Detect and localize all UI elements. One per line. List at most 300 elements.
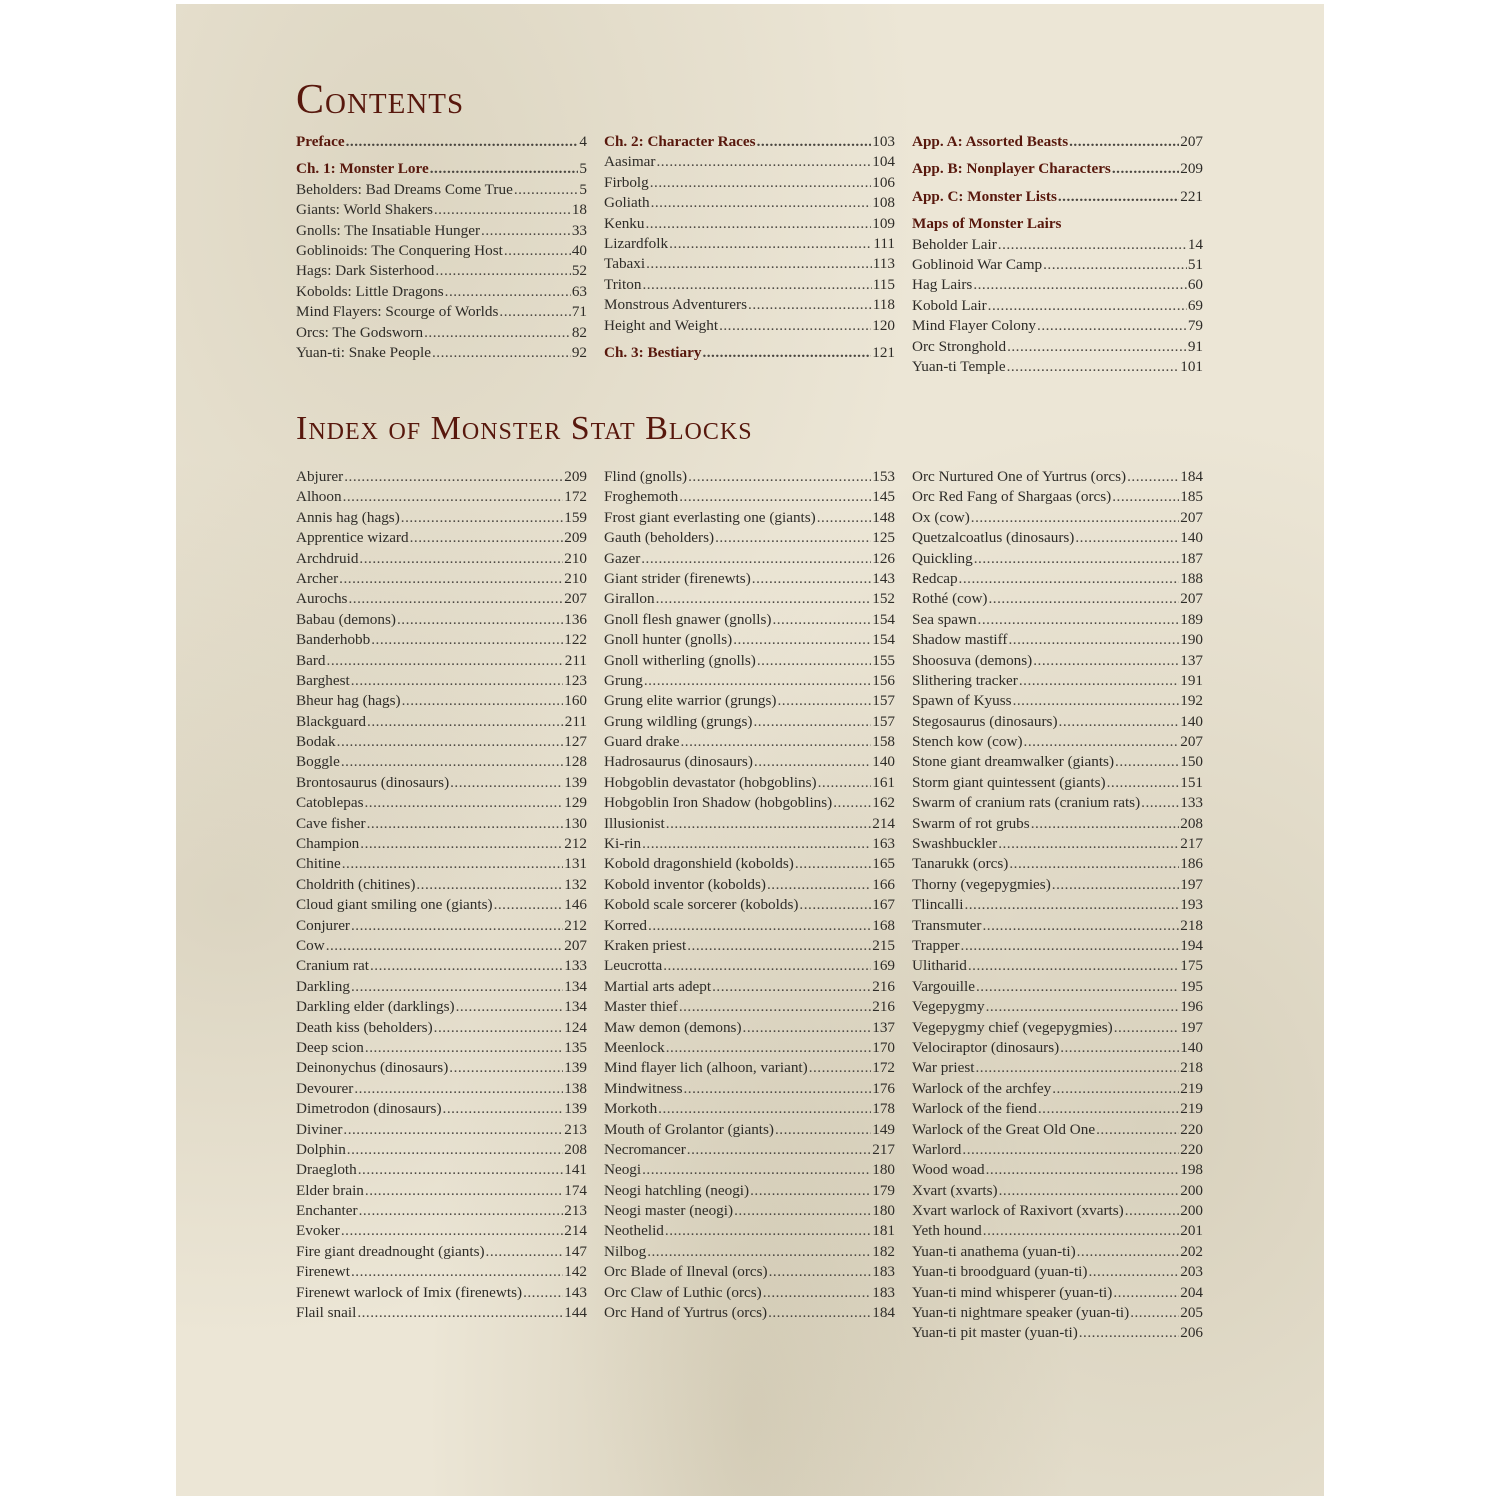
entry-title: Velociraptor (dinosaurs) <box>912 1038 1060 1056</box>
entry-title: Alhoon <box>296 488 342 506</box>
entry-title: Goblinoids: The Conquering Host <box>296 241 503 259</box>
page-number: 120 <box>872 316 895 334</box>
dot-leader <box>432 343 571 363</box>
dot-leader <box>642 275 871 295</box>
dot-leader <box>523 1283 563 1303</box>
entry-title: Blackguard <box>296 712 367 730</box>
index-entry <box>604 1099 895 1119</box>
page-number: 63 <box>571 282 587 300</box>
dot-leader <box>669 234 872 254</box>
page-number: 200 <box>1180 1181 1203 1199</box>
entry-title: App. B: Nonplayer Characters <box>912 160 1111 178</box>
entry-title: Yeth hound <box>912 1222 982 1240</box>
dot-leader <box>343 1120 563 1140</box>
page-number: 198 <box>1180 1161 1203 1179</box>
entry-title: Firenewt warlock of Imix (firenewts) <box>296 1283 523 1301</box>
index-entry <box>912 589 1203 609</box>
dot-leader <box>445 282 571 302</box>
dot-leader <box>424 323 571 343</box>
index-entry <box>604 977 895 997</box>
page-number: 190 <box>1180 631 1203 649</box>
index-entry <box>604 1181 895 1201</box>
page-number: 144 <box>564 1304 587 1322</box>
entry-title: Yuan-ti mind whisperer (yuan-ti) <box>912 1283 1113 1301</box>
entry-title: Swarm of rot grubs <box>912 814 1030 832</box>
dot-leader <box>351 977 563 997</box>
page-number: 145 <box>872 488 895 506</box>
dot-leader <box>351 1262 563 1282</box>
page-number: 188 <box>1180 569 1203 587</box>
index-entry <box>604 712 895 732</box>
page-number: 91 <box>1187 337 1203 355</box>
dot-leader <box>347 1140 563 1160</box>
dot-leader <box>642 1160 871 1180</box>
index-entry <box>912 956 1203 976</box>
dot-leader <box>964 895 1179 915</box>
index-entry <box>912 752 1203 772</box>
dot-leader <box>768 1303 871 1323</box>
entry-title: Cloud giant smiling one (giants) <box>296 896 493 914</box>
dot-leader <box>986 997 1180 1017</box>
page-number: 129 <box>564 794 587 812</box>
dot-leader <box>650 173 871 193</box>
entry-title: Swarm of cranium rats (cranium rats) <box>912 794 1141 812</box>
page-number: 214 <box>564 1222 587 1240</box>
index-entry <box>296 569 587 589</box>
dot-leader <box>772 610 871 630</box>
index-entry <box>604 630 895 650</box>
entry-title: Xvart warlock of Raxivort (xvarts) <box>912 1202 1124 1220</box>
dot-leader <box>688 467 871 487</box>
dot-leader <box>402 691 564 711</box>
entry-title: Goliath <box>604 194 650 212</box>
dot-leader <box>410 528 564 548</box>
entry-title: Swashbuckler <box>912 835 998 853</box>
dot-leader <box>778 691 872 711</box>
index-entry <box>912 1058 1203 1078</box>
dot-leader <box>1033 651 1179 671</box>
dot-leader <box>648 916 871 936</box>
page-number: 218 <box>1180 1059 1203 1077</box>
index-entry <box>604 1303 895 1323</box>
page-number: 182 <box>872 1242 895 1260</box>
page-number: 138 <box>564 1079 587 1097</box>
index-entry <box>912 1201 1203 1221</box>
dot-leader <box>665 1221 871 1241</box>
dot-leader <box>646 214 872 234</box>
entry-title: Frost giant everlasting one (giants) <box>604 508 816 526</box>
entry-title: Korred <box>604 916 648 934</box>
dot-leader <box>976 977 1179 997</box>
index-entry <box>912 549 1203 569</box>
entry-title: Fire giant dreadnought (giants) <box>296 1242 485 1260</box>
dot-leader <box>683 1079 871 1099</box>
index-entry <box>912 1181 1203 1201</box>
index-entry <box>912 569 1203 589</box>
dot-leader <box>1031 814 1180 834</box>
dot-leader <box>769 1262 872 1282</box>
page-number: 196 <box>1180 998 1203 1016</box>
entry-title: Firenewt <box>296 1263 350 1281</box>
entry-title: Ulitharid <box>912 957 967 975</box>
page-number: 186 <box>1180 855 1203 873</box>
dot-leader <box>341 1221 563 1241</box>
entry-title: Orc Blade of Ilneval (orcs) <box>604 1263 768 1281</box>
dot-leader <box>339 569 563 589</box>
entry-title: Choldrith (chitines) <box>296 875 416 893</box>
page-number: 131 <box>564 855 587 873</box>
toc-entry <box>912 159 1203 179</box>
page-number: 219 <box>1180 1100 1203 1118</box>
dot-leader <box>1008 630 1179 650</box>
dot-leader <box>973 275 1187 295</box>
dot-leader <box>1113 1283 1179 1303</box>
index-entry <box>912 508 1203 528</box>
index-entry <box>604 916 895 936</box>
entry-title: Warlock of the fiend <box>912 1100 1037 1118</box>
entry-title: Height and Weight <box>604 316 719 334</box>
page-number: 205 <box>1180 1304 1203 1322</box>
page-number: 168 <box>872 916 895 934</box>
page-number: 167 <box>872 896 895 914</box>
dot-leader <box>360 834 563 854</box>
index-entry <box>296 1242 587 1262</box>
page-number: 217 <box>872 1140 895 1158</box>
dot-leader <box>443 1099 564 1119</box>
dot-leader <box>754 712 872 732</box>
page-number: 140 <box>1180 1038 1203 1056</box>
dot-leader <box>351 916 563 936</box>
dot-leader <box>351 671 564 691</box>
entry-title: Annis hag (hags) <box>296 508 400 526</box>
page-number: 4 <box>579 133 587 150</box>
entry-title: Neogi hatchling (neogi) <box>604 1181 750 1199</box>
toc-entry <box>296 302 587 322</box>
entry-title: Gnoll witherling (gnolls) <box>604 651 756 669</box>
index-entry <box>604 854 895 874</box>
toc-entry <box>912 275 1203 295</box>
page-number: 221 <box>1180 187 1203 205</box>
page-number: 130 <box>564 814 587 832</box>
entry-title: Beholders: Bad Dreams Come True <box>296 180 513 198</box>
dot-leader <box>367 712 564 732</box>
entry-title: Yuan-ti anathema (yuan-ti) <box>912 1242 1076 1260</box>
entry-title: Monstrous Adventurers <box>604 296 748 314</box>
page-number: 127 <box>564 733 587 751</box>
page-number: 194 <box>1180 936 1203 954</box>
entry-title: Quetzalcoatlus (dinosaurs) <box>912 529 1075 547</box>
index-entry <box>296 712 587 732</box>
dot-leader <box>365 1181 563 1201</box>
entry-title: Neothelid <box>604 1222 664 1240</box>
dot-leader <box>989 589 1180 609</box>
entry-title: Trapper <box>912 936 960 954</box>
dot-leader <box>733 630 871 650</box>
page-number: 207 <box>1180 133 1203 150</box>
index-entry <box>604 732 895 752</box>
index-entry <box>604 508 895 528</box>
entry-title: Archer <box>296 569 339 587</box>
entry-title: Dolphin <box>296 1140 346 1158</box>
entry-title: Hadrosaurus (dinosaurs) <box>604 753 753 771</box>
entry-title: Vegepygmy chief (vegepygmies) <box>912 1018 1113 1036</box>
dot-leader <box>344 467 563 487</box>
dot-leader <box>983 1221 1179 1241</box>
index-entry <box>604 1079 895 1099</box>
index-entry <box>604 691 895 711</box>
page-number: 207 <box>1180 590 1203 608</box>
dot-leader <box>367 814 564 834</box>
index-entry <box>912 1303 1203 1323</box>
entry-title: Morkoth <box>604 1100 658 1118</box>
index-entry <box>912 997 1203 1017</box>
entry-title: Preface <box>296 133 345 150</box>
entry-title: Chitine <box>296 855 341 873</box>
page-number: 79 <box>1187 317 1203 335</box>
page-number: 181 <box>872 1222 895 1240</box>
dot-leader <box>1141 793 1179 813</box>
entry-title: Storm giant quintessent (giants) <box>912 773 1106 791</box>
entry-title: Kobold Lair <box>912 296 987 314</box>
index-entry <box>912 651 1203 671</box>
entry-title: Kraken priest <box>604 936 687 954</box>
page-number: 5 <box>579 180 587 198</box>
page-number: 134 <box>564 977 587 995</box>
index-entry <box>912 1099 1203 1119</box>
dot-leader <box>1096 1120 1179 1140</box>
index-entry <box>912 1120 1203 1140</box>
entry-title: Flail snail <box>296 1304 357 1322</box>
index-entry <box>296 487 587 507</box>
page-number: 179 <box>872 1181 895 1199</box>
index-entry <box>912 1221 1203 1241</box>
entry-title: Redcap <box>912 569 958 587</box>
index-entry <box>296 936 587 956</box>
toc-entry <box>296 180 587 200</box>
page-number: 204 <box>1180 1283 1203 1301</box>
page-number: 51 <box>1187 255 1203 273</box>
dot-leader <box>656 589 872 609</box>
page-number: 209 <box>1180 160 1203 178</box>
entry-title: Warlock of the Great Old One <box>912 1120 1096 1138</box>
dot-leader <box>748 295 872 315</box>
dot-leader <box>743 1018 872 1038</box>
index-entry <box>912 630 1203 650</box>
page-number: 159 <box>564 508 587 526</box>
dot-leader <box>757 651 871 671</box>
dot-leader <box>499 302 570 322</box>
entry-title: Barghest <box>296 671 350 689</box>
entry-title: Babau (demons) <box>296 610 396 628</box>
index-entry <box>296 1201 587 1221</box>
toc-entry <box>604 316 895 336</box>
entry-title: Illusionist <box>604 814 665 832</box>
dot-leader <box>750 1181 871 1201</box>
dot-leader <box>1114 1018 1179 1038</box>
index-entry <box>604 549 895 569</box>
entry-title: Thorny (vegepygmies) <box>912 875 1051 893</box>
page-number: 200 <box>1180 1202 1203 1220</box>
page-number: 206 <box>1180 1324 1203 1342</box>
entry-title: Yuan-ti Temple <box>912 357 1006 375</box>
dot-leader <box>481 221 571 241</box>
page-number: 203 <box>1180 1263 1203 1281</box>
dot-leader <box>1075 528 1179 548</box>
index-entry <box>604 671 895 691</box>
page-number: 165 <box>872 855 895 873</box>
dot-leader <box>974 549 1179 569</box>
dot-leader <box>644 671 871 691</box>
dot-leader <box>346 132 579 152</box>
dot-leader <box>986 1160 1180 1180</box>
index-entry <box>296 773 587 793</box>
entry-title: Yuan-ti pit master (yuan-ti) <box>912 1324 1078 1342</box>
dot-leader <box>666 1038 871 1058</box>
entry-title: Warlord <box>912 1140 962 1158</box>
entry-title: Shadow mastiff <box>912 631 1008 649</box>
entry-title: Spawn of Kyuss <box>912 692 1012 710</box>
entry-title: Shoosuva (demons) <box>912 651 1033 669</box>
dot-leader <box>775 1120 871 1140</box>
index-entry <box>296 1058 587 1078</box>
dot-leader <box>982 916 1179 936</box>
dot-leader <box>1127 467 1179 487</box>
dot-leader <box>401 508 563 528</box>
index-entry <box>912 1140 1203 1160</box>
index-entry <box>604 528 895 548</box>
index-entry <box>604 793 895 813</box>
page-number: 207 <box>1180 508 1203 526</box>
index-entry <box>912 610 1203 630</box>
dot-leader <box>817 508 871 528</box>
index-entry <box>912 671 1203 691</box>
dot-leader <box>1058 187 1179 207</box>
dot-leader <box>715 528 871 548</box>
page-number: 207 <box>1180 733 1203 751</box>
page-number: 217 <box>1180 835 1203 853</box>
dot-leader <box>641 549 871 569</box>
page-number: 187 <box>1180 549 1203 567</box>
index-entry <box>912 467 1203 487</box>
page-number: 106 <box>872 173 895 191</box>
page-number: 162 <box>872 794 895 812</box>
page-number: 133 <box>1180 794 1203 812</box>
toc-entry <box>604 275 895 295</box>
dot-leader <box>702 343 871 363</box>
page-number: 213 <box>564 1202 587 1220</box>
page-number: 137 <box>1180 651 1203 669</box>
index-entry <box>604 1201 895 1221</box>
dot-leader <box>341 752 563 772</box>
toc-entry <box>912 316 1203 336</box>
index-entry <box>912 691 1203 711</box>
entry-title: Yuan-ti broodguard (yuan-ti) <box>912 1263 1088 1281</box>
entry-title: Froghemoth <box>604 488 679 506</box>
page-number: 212 <box>564 916 587 934</box>
index-entry <box>604 1160 895 1180</box>
entry-title: Grung elite warrior (grungs) <box>604 692 777 710</box>
contents-heading: Contents <box>296 77 465 123</box>
entry-title: Devourer <box>296 1079 354 1097</box>
entry-title: Mindwitness <box>604 1079 683 1097</box>
page-number: 183 <box>872 1263 895 1281</box>
page-number: 103 <box>872 133 895 150</box>
page-number: 40 <box>571 241 587 259</box>
page-number: 211 <box>564 712 587 730</box>
page-number: 172 <box>872 1059 895 1077</box>
entry-title: Ox (cow) <box>912 508 970 526</box>
index-entry <box>604 1262 895 1282</box>
entry-title: Catoblepas <box>296 794 364 812</box>
entry-title: Warlock of the archfey <box>912 1079 1052 1097</box>
entry-title: Conjurer <box>296 916 350 934</box>
page-number: 125 <box>872 529 895 547</box>
dot-leader <box>449 1058 563 1078</box>
index-entry <box>912 875 1203 895</box>
dot-leader <box>712 977 871 997</box>
dot-leader <box>504 241 571 261</box>
entry-title: Neogi <box>604 1161 642 1179</box>
index-entry <box>296 916 587 936</box>
dot-leader <box>494 895 564 915</box>
dot-leader <box>357 1303 563 1323</box>
page-number: 207 <box>564 936 587 954</box>
index-entry <box>912 1242 1203 1262</box>
page-number: 220 <box>1180 1120 1203 1138</box>
dot-leader <box>687 936 871 956</box>
dot-leader <box>795 854 871 874</box>
index-entry <box>296 1099 587 1119</box>
entry-title: Nilbog <box>604 1242 647 1260</box>
entry-title: Firbolg <box>604 173 649 191</box>
page-number: 136 <box>564 610 587 628</box>
index-heading: Index of Monster Stat Blocks <box>296 410 753 447</box>
page-number: 215 <box>872 936 895 954</box>
dot-leader <box>348 589 563 609</box>
dot-leader <box>434 200 571 220</box>
toc-entry <box>912 132 1203 152</box>
page-number: 192 <box>1180 692 1203 710</box>
page-number: 201 <box>1180 1222 1203 1240</box>
dot-leader <box>978 610 1180 630</box>
page-number: 104 <box>872 153 895 171</box>
index-entry <box>604 834 895 854</box>
toc-entry <box>296 282 587 302</box>
dot-leader <box>752 569 871 589</box>
dot-leader <box>486 1242 564 1262</box>
page-number: 219 <box>1180 1079 1203 1097</box>
index-entry <box>912 936 1203 956</box>
index-entry <box>604 773 895 793</box>
entry-title: Kenku <box>604 214 645 232</box>
index-entry <box>296 630 587 650</box>
index-entry <box>604 1221 895 1241</box>
index-entry <box>296 1283 587 1303</box>
page-number: 216 <box>872 998 895 1016</box>
dot-leader <box>1038 1099 1179 1119</box>
dot-leader <box>757 132 872 152</box>
page-number: 191 <box>1180 671 1203 689</box>
index-entry <box>912 854 1203 874</box>
dot-leader <box>1043 255 1187 275</box>
dot-leader <box>754 752 871 772</box>
page-number: 174 <box>564 1181 587 1199</box>
dot-leader <box>1079 1323 1179 1343</box>
dot-leader <box>1112 159 1179 179</box>
index-entry <box>296 814 587 834</box>
dot-leader <box>1007 337 1187 357</box>
page-number: 139 <box>564 1100 587 1118</box>
